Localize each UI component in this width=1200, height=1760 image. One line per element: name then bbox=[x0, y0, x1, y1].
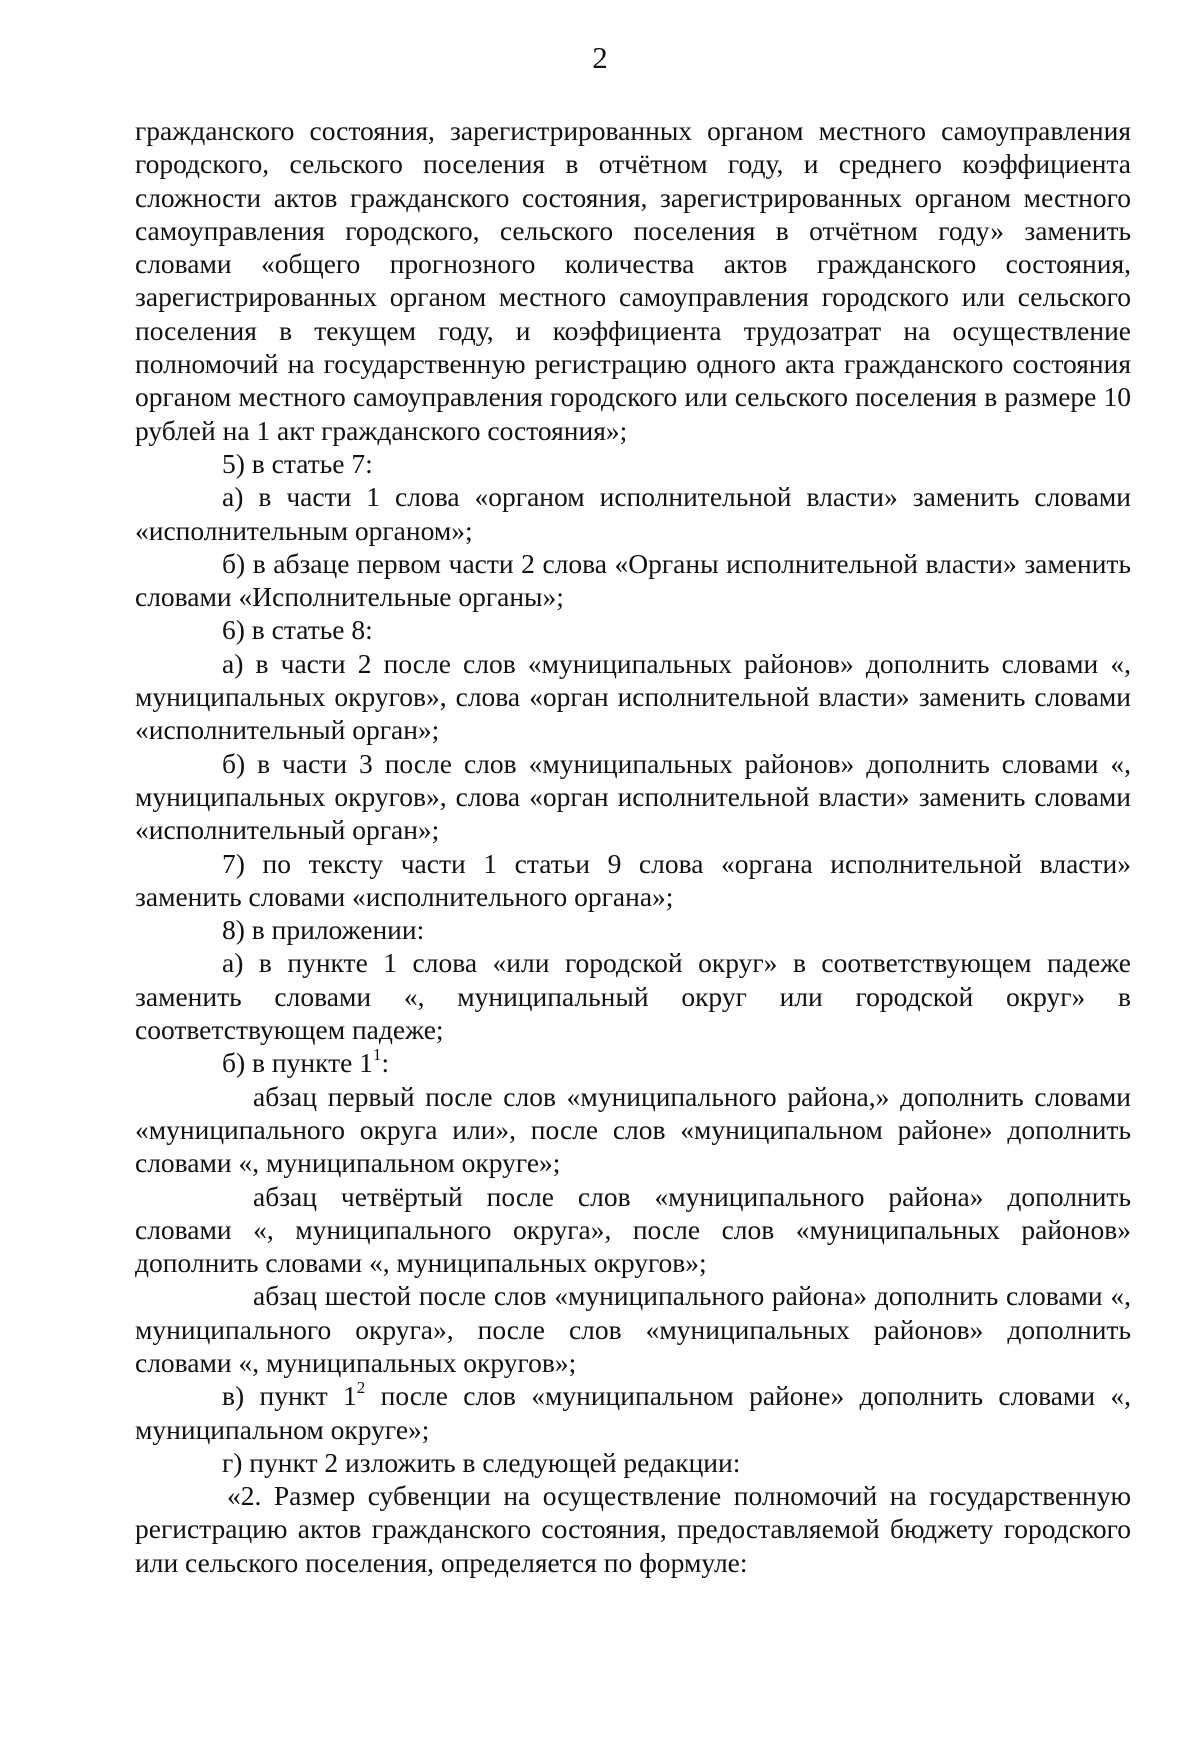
paragraph-abzac-6: абзац шестой после слов «муниципального района» дополнить словами «, муниципального округа», после слов «муниципальных районов» дополнить словами «, муниципальных округов»; bbox=[135, 1280, 1131, 1378]
paragraph-item-8b bbox=[135, 1046, 1131, 1079]
superscript: 1 bbox=[372, 1044, 382, 1064]
paragraph-item-8v bbox=[135, 1379, 1131, 1446]
paragraph-item-6: 6) в статье 8: bbox=[222, 614, 373, 646]
paragraph-item-8g: г) пункт 2 изложить в следующей редакции: bbox=[222, 1446, 741, 1478]
paragraph-item-6a: а) в части 2 после слов «муниципальных районов» дополнить словами «, муниципальных округов», слова «орган исполнительной власти» заменить словами «исполнительный орган»; bbox=[135, 647, 1131, 746]
paragraph-item-8b-text: б) в пункте 1 bbox=[222, 1047, 373, 1079]
superscript: 2 bbox=[356, 1377, 366, 1397]
paragraph-item-5a: а) в части 1 слова «органом исполнительной власти» заменить словами «исполнительным органом»; bbox=[135, 481, 1131, 546]
paragraph-item-5b: б) в абзаце первом части 2 слова «Органы исполнительной власти» заменить словами «Исполнительные органы»; bbox=[135, 547, 1131, 613]
paragraph-item-8: 8) в приложении: bbox=[222, 914, 425, 946]
paragraph-item-6b: б) в части 3 после слов «муниципальных районов» дополнить словами «, муниципальных округов», слова «орган исполнительной власти» заменить словами «исполнительный орган»; bbox=[135, 747, 1131, 846]
paragraph-item-8v-text: в) пункт 1 bbox=[222, 1380, 357, 1412]
paragraph-abzac-4: абзац четвёртый после слов «муниципального района» дополнить словами «, муниципального округа», после слов «муниципальных районов» дополнить словами «, муниципальных округов»; bbox=[135, 1180, 1131, 1279]
paragraph-item-8b-tail: : bbox=[381, 1047, 390, 1079]
paragraph-item-5: 5) в статье 7: bbox=[222, 447, 373, 479]
page-number: 2 bbox=[592, 40, 608, 75]
paragraph-continuation: гражданского состояния, зарегистрированных органом местного самоуправления городского, сельского поселения в отчётном году, и среднего коэффициента сложности актов гражданского состояния, зарегистрированных органом местного самоуправления городского, сельского поселения в отчётном году» заменить словами «общего прогнозного количества актов гражданского состояния, зарегистрированных органом местного самоуправления городского или сельского поселения в текущем году, и коэффициента трудозатрат на осуществление полномочий на государственную регистрацию одного акта гражданского состояния органом местного самоуправления городского или сельского поселения в размере 10 рублей на 1 акт гражданского состояния»; bbox=[135, 115, 1131, 446]
paragraph-item-8v-tail: после слов «муниципальном районе» дополнить словами «, муниципальном округе»; bbox=[135, 1380, 1132, 1445]
paragraph-item-8a: а) в пункте 1 слова «или городской округ» в соответствующем падеже заменить словами «, муниципальный округ или городской округ» в соответствующем падеже; bbox=[135, 947, 1131, 1046]
paragraph-abzac-1: абзац первый после слов «муниципального района,» дополнить словами «муниципального округа или», после слов «муниципальном районе» дополнить словами «, муниципальном округе»; bbox=[135, 1080, 1131, 1179]
paragraph-item-7: 7) по тексту части 1 статьи 9 слова «органа исполнительной власти» заменить словами «исполнительного органа»; bbox=[135, 847, 1131, 912]
paragraph-quote-2: «2. Размер субвенции на осуществление полномочий на государственную регистрацию актов гражданского состояния, предоставляемой бюджету городского или сельского поселения, определяется по формуле: bbox=[135, 1480, 1131, 1578]
document-body bbox=[135, 114, 1131, 1579]
